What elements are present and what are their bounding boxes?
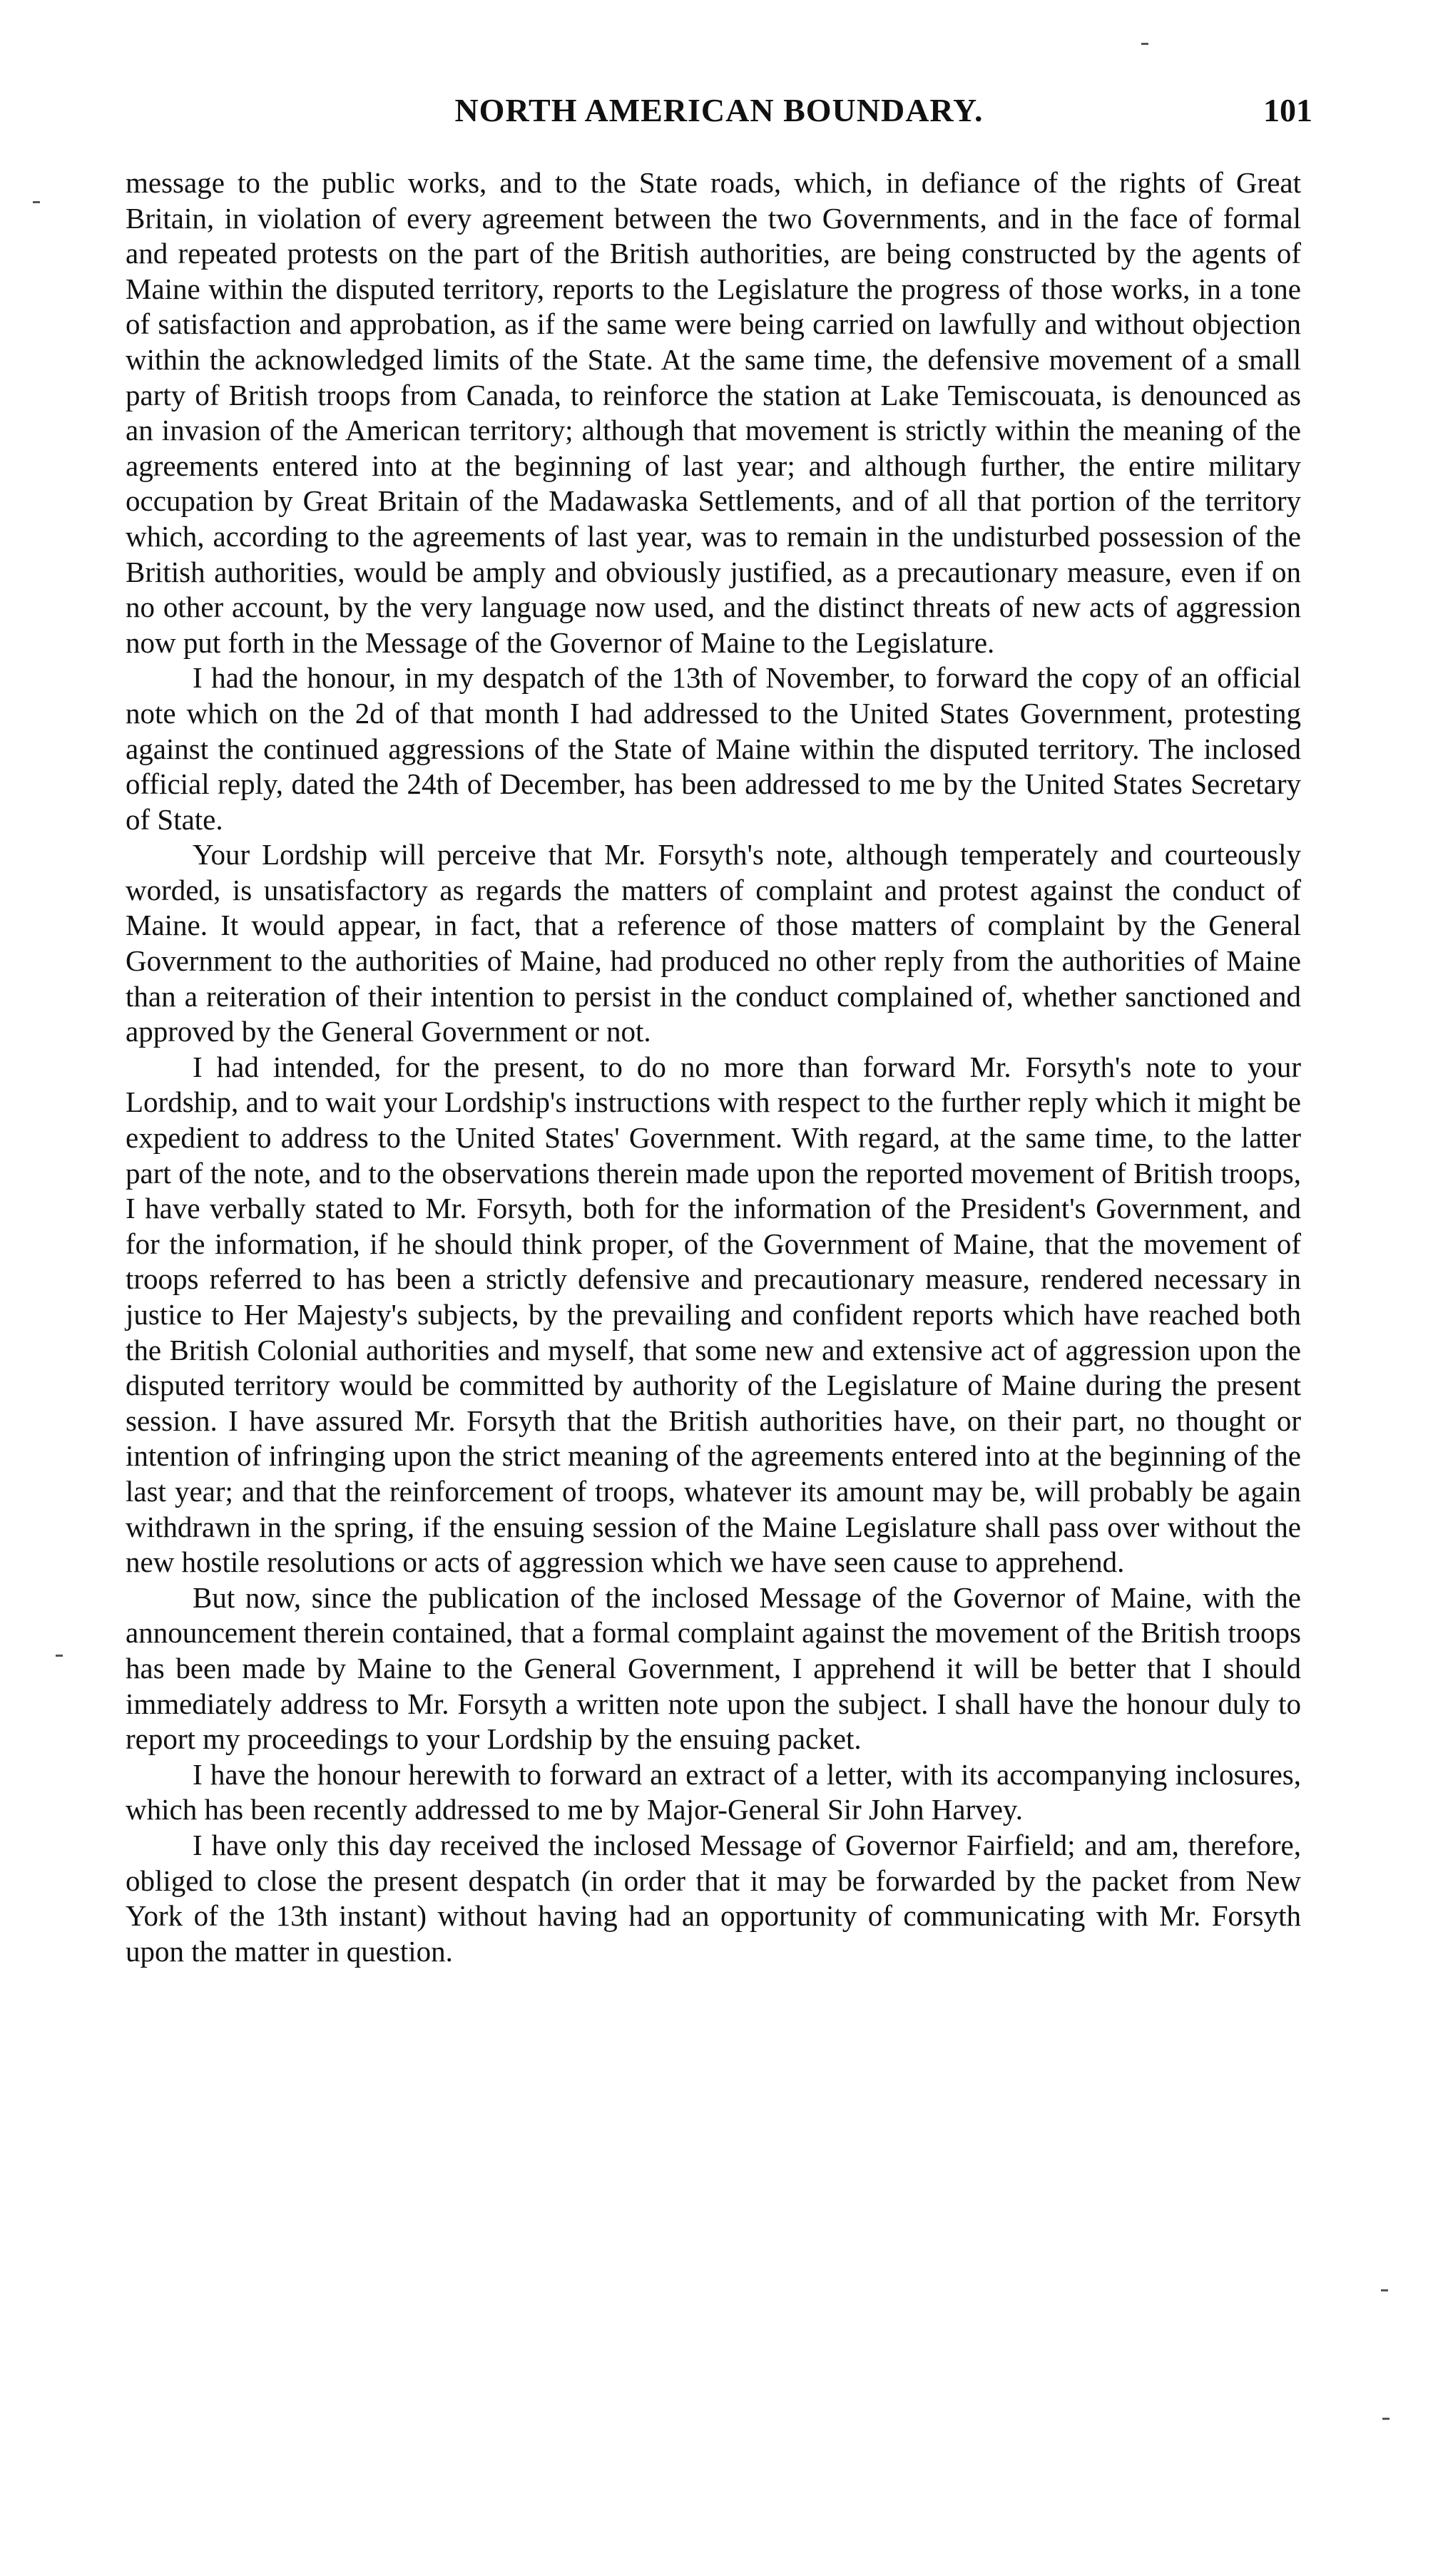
- scan-speck: [1381, 2289, 1388, 2291]
- paragraph-6: I have the honour herewith to forward an extract of a letter, with its accompanying inclosures, which has been recently addressed to me by Major-General Sir John Harvey.: [126, 1757, 1301, 1826]
- page-header: [126, 91, 1312, 143]
- paragraph-1: message to the public works, and to the State roads, which, in defiance of the rights of Great Britain, in violation of every agreement between the two Governments, and in the face of formal and repeated protests on the part of the British authorities, are being constructed by the agents of Maine within the disputed territory, reports to the Legislature the progress of those works, in a tone of satisfaction and approbation, as if the same were being carried on lawfully and without objection within the acknowledged limits of the State. At the same time, the defensive movement of a small party of British troops from Canada, to reinforce the station at Lake Temiscouata, is denounced as an invasion of the American territory; although that movement is strictly within the meaning of the agreements entered into at the beginning of last year; and although further, the entire military occupation by Great Britain of the Madawaska Settlements, and of all that portion of the territory which, according to the agreements of last year, was to remain in the undisturbed possession of the British authorities, would be amply and obviously justified, as a precautionary measure, even if on no other account, by the very language now used, and the distinct threats of new acts of aggression now put forth in the Message of the Governor of Maine to the Legislature.: [126, 166, 1301, 659]
- running-title: NORTH AMERICAN BOUNDARY.: [454, 92, 984, 128]
- scan-speck: [56, 1655, 63, 1657]
- scan-speck: [1141, 43, 1148, 45]
- paragraph-4: I had intended, for the present, to do no more than forward Mr. Forsyth's note to your Lordship, and to wait your Lordship's instructions with respect to the further reply which it might be expedient to address to the United States' Government. With regard, at the same time, to the latter part of the note, and to the observations therein made upon the reported movement of British troops, I have verbally stated to Mr. Forsyth, both for the information of the President's Government, and for the information, if he should think proper, of the Government of Maine, that the movement of troops referred to has been a strictly defensive and precautionary measure, rendered necessary in justice to Her Majesty's subjects, by the prevailing and confident reports which have reached both the British Colonial authorities and myself, that some new and extensive act of aggression upon the disputed territory would be committed by authority of the Legislature of Maine during the present session. I have assured Mr. Forsyth that the British authorities have, on their part, no thought or intention of infringing upon the strict meaning of the agreements entered into at the beginning of the last year; and that the reinforcement of troops, whatever its amount may be, will probably be again withdrawn in the spring, if the ensuing session of the Maine Legislature shall pass over without the new hostile resolutions or acts of aggression which we have seen cause to apprehend.: [126, 1050, 1301, 1579]
- body-text: [126, 165, 1301, 1969]
- scan-speck: [1382, 2418, 1389, 2420]
- paragraph-5: But now, since the publication of the inclosed Message of the Governor of Maine, with the announcement therein contained, that a formal complaint against the movement of the British troops has been made by Maine to the General Government, I apprehend it will be better that I should immediately address to Mr. Forsyth a written note upon the subject. I shall have the honour duly to report my proceedings to your Lordship by the ensuing packet.: [126, 1580, 1301, 1756]
- scan-speck: [33, 201, 40, 203]
- paragraph-3: Your Lordship will perceive that Mr. Forsyth's note, although temperately and courteously worded, is unsatisfactory as regards the matters of complaint and protest against the conduct of Maine. It would appear, in fact, that a reference of those matters of complaint by the General Government to the authorities of Maine, had produced no other reply from the authorities of Maine than a reiteration of their intention to persist in the conduct complained of, whether sanctioned and approved by the General Government or not.: [126, 838, 1301, 1048]
- page-number: 101: [1263, 92, 1312, 128]
- paragraph-2: I had the honour, in my despatch of the 13th of November, to forward the copy of an official note which on the 2d of that month I had addressed to the United States Government, protesting against the continued aggressions of the State of Maine within the disputed territory. The inclosed official reply, dated the 24th of December, has been addressed to me by the United States Secretary of State.: [126, 661, 1301, 836]
- paragraph-7: I have only this day received the inclosed Message of Governor Fairfield; and am, therefore, obliged to close the present despatch (in order that it may be forwarded by the packet from New York of the 13th instant) without having had an opportunity of communicating with Mr. Forsyth upon the matter in question.: [126, 1828, 1301, 1968]
